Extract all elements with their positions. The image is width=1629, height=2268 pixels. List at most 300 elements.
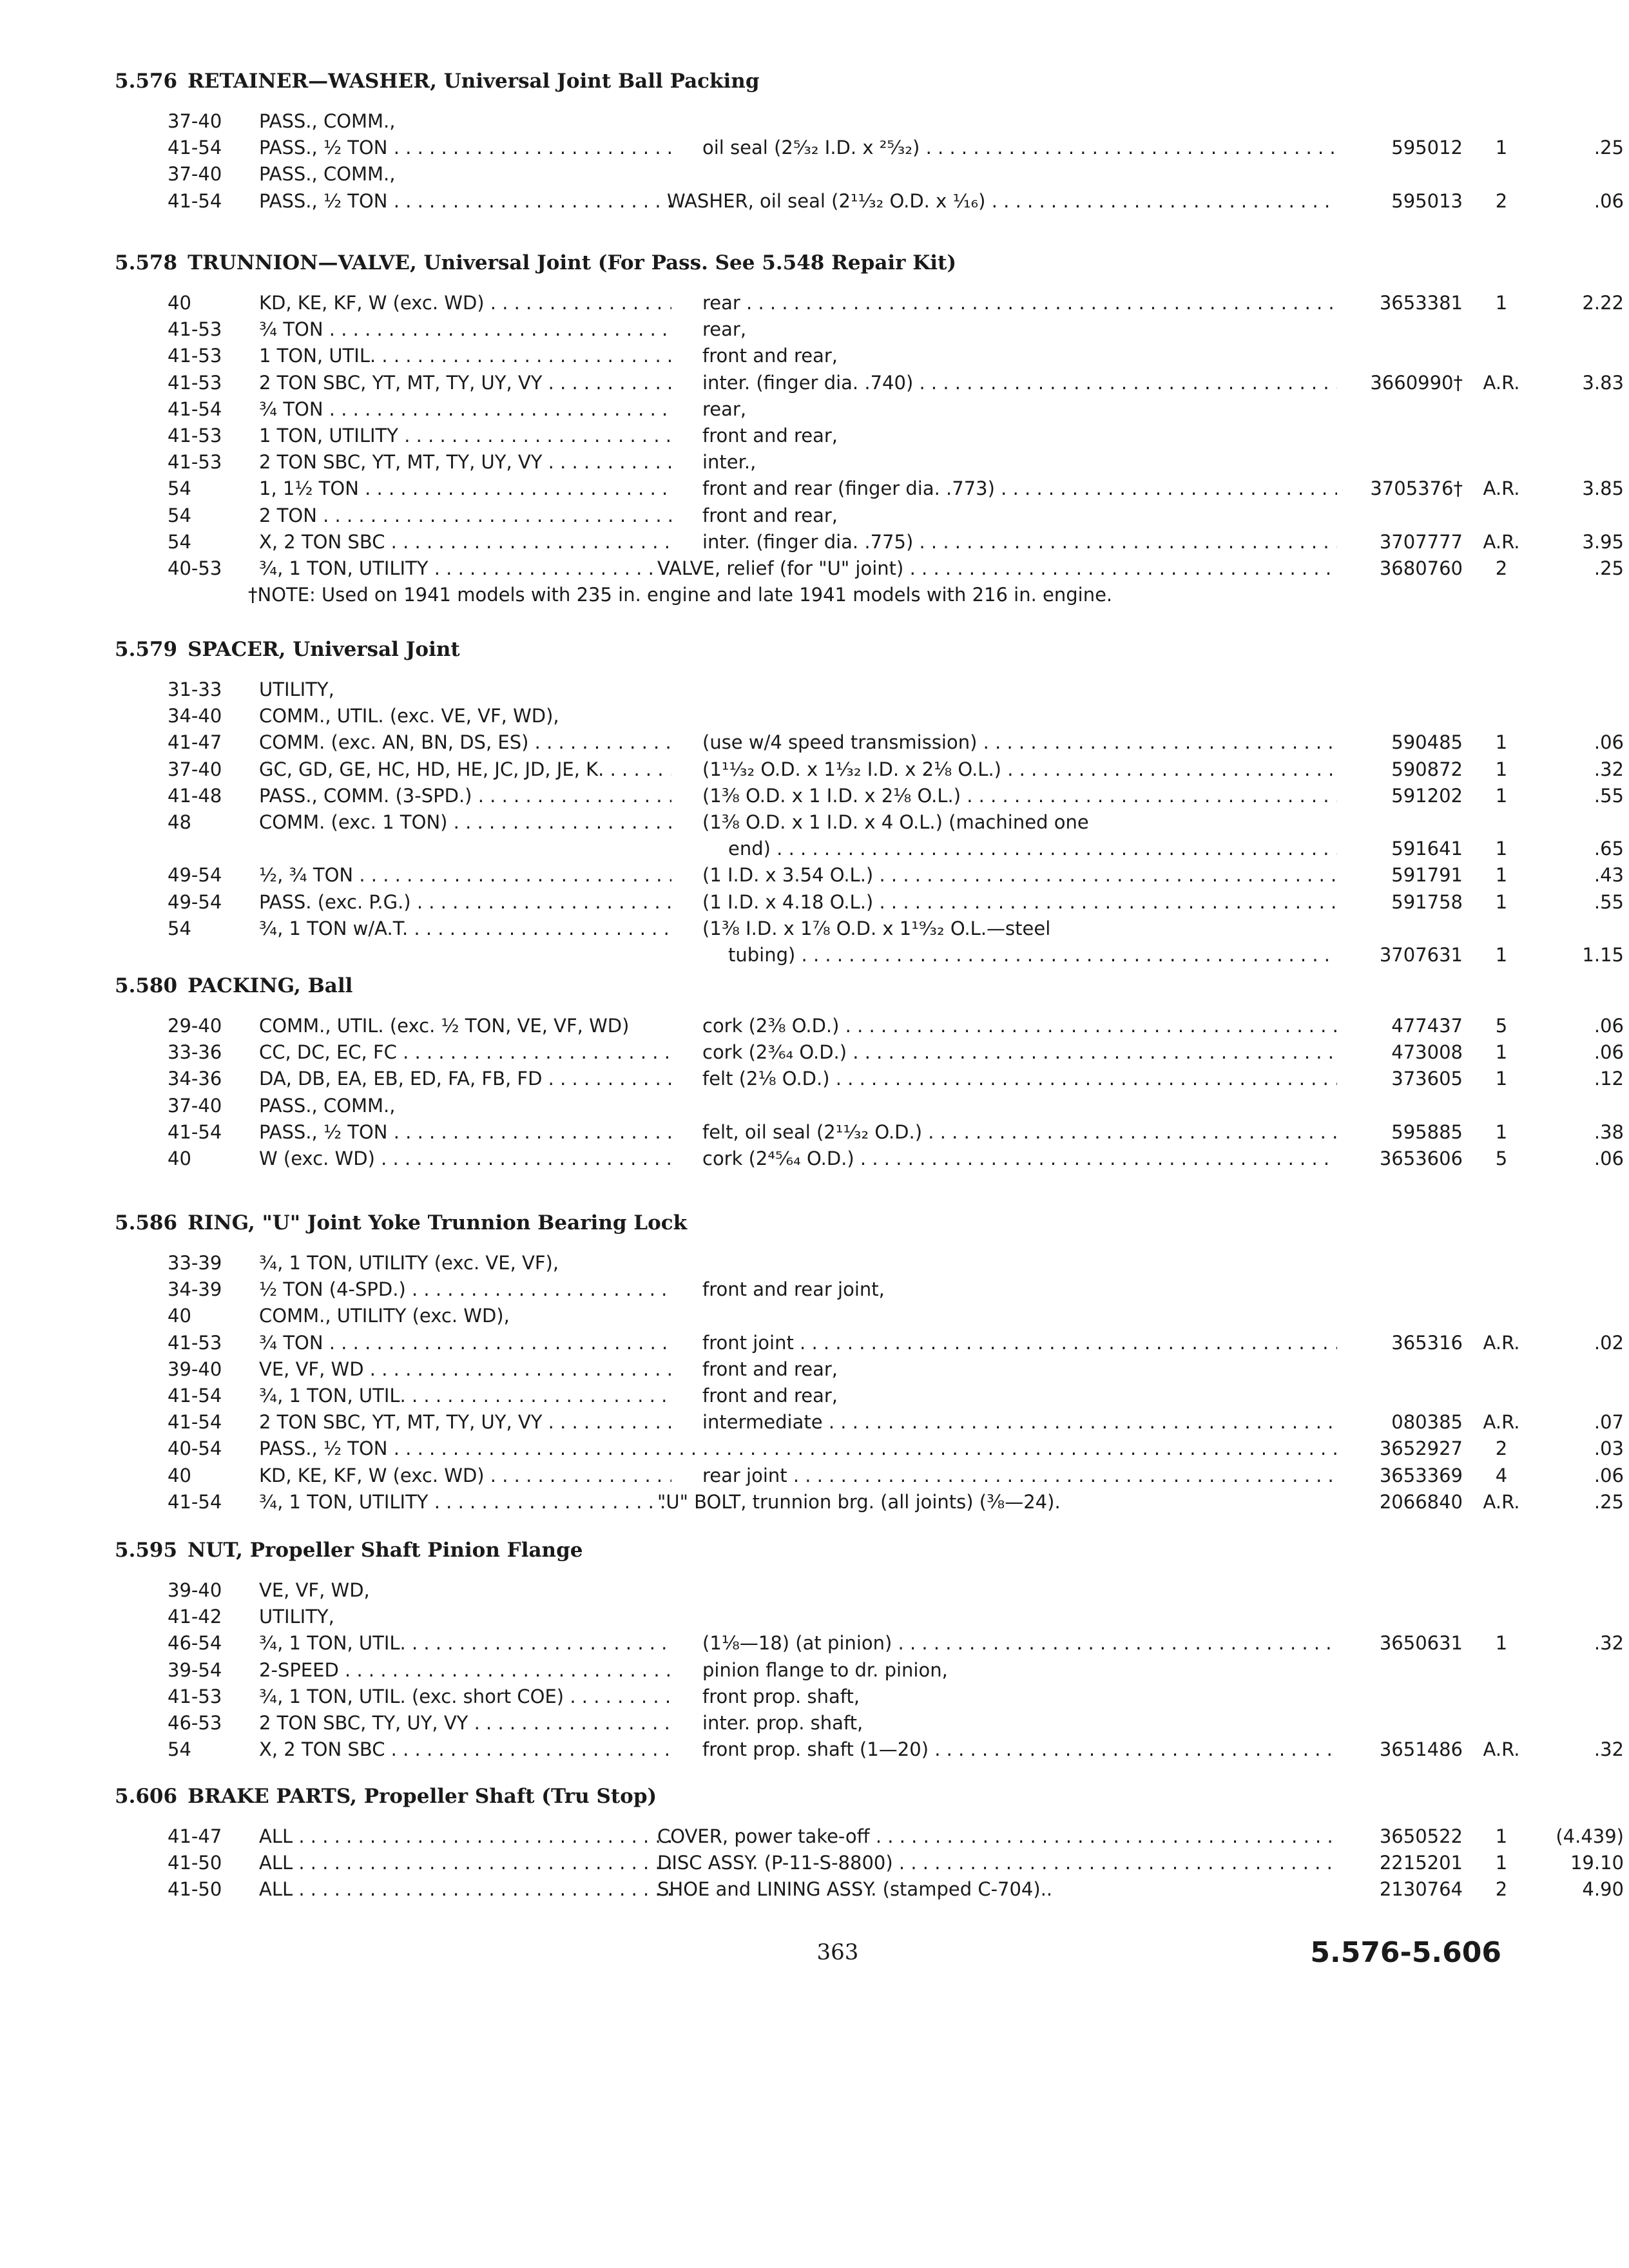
table-row bbox=[168, 862, 1624, 889]
model-year: 41-47 bbox=[168, 1825, 222, 1847]
model-application: CC, DC, EC, FC . . . bbox=[259, 1039, 671, 1066]
part-description: VALVE, relief (for "U" joint) . . . bbox=[657, 555, 1337, 582]
model-year: 41-54 bbox=[168, 1491, 222, 1513]
price: (4.439) bbox=[1556, 1825, 1624, 1847]
part-description: front and rear (finger dia. .773) . . . bbox=[702, 476, 1337, 502]
quantity: 2 bbox=[1495, 1878, 1508, 1900]
model-application: PASS., ½ TON . . . bbox=[259, 1436, 671, 1462]
model-year: 41-53 bbox=[168, 345, 222, 367]
table-row bbox=[168, 1736, 1624, 1763]
section-title: PACKING, Ball bbox=[188, 974, 353, 997]
table-row bbox=[168, 677, 1534, 703]
model-year: 37-40 bbox=[168, 110, 222, 132]
table-row bbox=[168, 476, 1624, 502]
model-year: 40 bbox=[168, 292, 191, 314]
model-application: 1, 1½ TON . . . bbox=[259, 476, 671, 502]
section-heading bbox=[115, 1785, 657, 1808]
model-year: 40 bbox=[168, 1465, 191, 1486]
model-application: 1 TON, UTIL. . . . bbox=[259, 343, 671, 369]
price: 3.95 bbox=[1582, 531, 1624, 553]
part-number: 3652927 bbox=[1379, 1437, 1463, 1459]
model-year: 40 bbox=[168, 1148, 191, 1169]
quantity: A.R. bbox=[1483, 477, 1520, 499]
model-application: ALL . . . bbox=[259, 1876, 671, 1903]
quantity: 1 bbox=[1495, 785, 1508, 807]
part-description: (1⅛—18) (at pinion) . . . bbox=[702, 1630, 1337, 1657]
quantity: 1 bbox=[1495, 1632, 1508, 1654]
part-description: rear joint . . . bbox=[702, 1463, 1337, 1489]
price: .02 bbox=[1594, 1332, 1624, 1354]
table-row bbox=[168, 916, 1534, 942]
model-year: 39-40 bbox=[168, 1358, 222, 1380]
section-title: TRUNNION—VALVE, Universal Joint (For Pass. See 5.548 Repair Kit) bbox=[188, 251, 957, 274]
table-row bbox=[168, 1577, 1534, 1604]
model-year: 39-40 bbox=[168, 1579, 222, 1601]
part-number: 3707631 bbox=[1379, 944, 1463, 966]
part-description: (1⅜ O.D. x 1 I.D. x 2⅛ O.L.) . . . bbox=[702, 783, 1337, 809]
model-application: ¾ TON . . . bbox=[259, 1330, 671, 1356]
model-application: ¾ TON . . . bbox=[259, 316, 671, 343]
table-row bbox=[168, 1409, 1624, 1436]
table-row bbox=[168, 161, 1534, 187]
model-application: DA, DB, EA, EB, ED, FA, FB, FD . . . bbox=[259, 1066, 671, 1092]
table-row bbox=[168, 1463, 1624, 1489]
model-application: 2 TON SBC, YT, MT, TY, UY, VY . . . bbox=[259, 370, 671, 396]
model-year: 41-53 bbox=[168, 451, 222, 473]
part-description: pinion flange to dr. pinion, bbox=[702, 1659, 948, 1681]
price: .12 bbox=[1594, 1068, 1624, 1090]
model-year: 40 bbox=[168, 1305, 191, 1327]
quantity: A.R. bbox=[1483, 372, 1520, 394]
model-year: 31-33 bbox=[168, 678, 222, 700]
quantity: 2 bbox=[1495, 557, 1508, 579]
price: 4.90 bbox=[1582, 1878, 1624, 1900]
model-year: 48 bbox=[168, 811, 191, 833]
page-number: 363 bbox=[816, 1939, 859, 1965]
part-number: 591758 bbox=[1391, 891, 1463, 913]
model-year: 54 bbox=[168, 477, 191, 499]
part-description: front and rear, bbox=[702, 505, 838, 526]
table-row bbox=[168, 1710, 1534, 1736]
table-row bbox=[168, 889, 1624, 916]
section-heading bbox=[115, 974, 352, 997]
model-application: PASS., ½ TON . . . bbox=[259, 135, 671, 161]
table-row bbox=[168, 503, 1534, 529]
model-year: 46-54 bbox=[168, 1632, 222, 1654]
part-number: 3660990† bbox=[1370, 372, 1463, 394]
part-description: (1 I.D. x 3.54 O.L.) . . . bbox=[702, 862, 1337, 889]
quantity: 1 bbox=[1495, 864, 1508, 886]
price: .43 bbox=[1594, 864, 1624, 886]
model-application: ¾, 1 TON, UTILITY . . . bbox=[259, 1489, 671, 1515]
part-number: 3705376† bbox=[1370, 477, 1463, 499]
model-year: 46-53 bbox=[168, 1712, 222, 1734]
table-row bbox=[168, 703, 1534, 729]
model-application: COMM., UTIL. (exc. ½ TON, VE, VF, WD) bbox=[259, 1015, 630, 1037]
section-heading bbox=[115, 70, 760, 93]
part-description: front and rear, bbox=[702, 1385, 838, 1407]
table-row bbox=[168, 396, 1534, 423]
quantity: 1 bbox=[1495, 292, 1508, 314]
model-year: 54 bbox=[168, 918, 191, 939]
part-number: 590485 bbox=[1391, 731, 1463, 753]
table-row bbox=[168, 1039, 1624, 1066]
quantity: 1 bbox=[1495, 137, 1508, 159]
model-application: ¾, 1 TON, UTILITY . . . bbox=[259, 555, 671, 582]
model-application: ¾, 1 TON w/A.T. . . . bbox=[259, 916, 671, 942]
part-description: "U" BOLT, trunnion brg. (all joints) (⅜—24). bbox=[657, 1491, 1061, 1513]
quantity: 2 bbox=[1495, 1437, 1508, 1459]
table-row bbox=[168, 188, 1624, 215]
model-application: UTILITY, bbox=[259, 1606, 334, 1628]
model-year: 49-54 bbox=[168, 891, 222, 913]
model-application: COMM., UTILITY (exc. WD), bbox=[259, 1305, 510, 1327]
model-application: ½ TON (4-SPD.) . . . bbox=[259, 1276, 671, 1303]
section-number: 5.579 bbox=[115, 638, 178, 661]
part-number: 595012 bbox=[1391, 137, 1463, 159]
section-range: 5.576-5.606 bbox=[1310, 1936, 1501, 1969]
part-description: inter. prop. shaft, bbox=[702, 1712, 863, 1734]
model-year: 33-39 bbox=[168, 1252, 222, 1274]
part-number: 473008 bbox=[1391, 1041, 1463, 1063]
model-application: PASS., COMM. (3-SPD.) . . . bbox=[259, 783, 671, 809]
part-number: 3653381 bbox=[1379, 292, 1463, 314]
quantity: A.R. bbox=[1483, 531, 1520, 553]
model-application: KD, KE, KF, W (exc. WD) . . . bbox=[259, 1463, 671, 1489]
table-row bbox=[168, 370, 1624, 396]
price: .55 bbox=[1594, 785, 1624, 807]
part-number: 3680760 bbox=[1379, 557, 1463, 579]
price: .06 bbox=[1594, 190, 1624, 212]
model-application: KD, KE, KF, W (exc. WD) . . . bbox=[259, 290, 671, 316]
model-year: 40-54 bbox=[168, 1437, 222, 1459]
part-number: 3707777 bbox=[1379, 531, 1463, 553]
model-year: 41-54 bbox=[168, 1411, 222, 1433]
quantity: A.R. bbox=[1483, 1332, 1520, 1354]
table-row bbox=[168, 1823, 1624, 1850]
model-application: 1 TON, UTILITY . . . bbox=[259, 423, 671, 449]
quantity: A.R. bbox=[1483, 1411, 1520, 1433]
table-row bbox=[168, 1657, 1534, 1684]
model-year: 34-40 bbox=[168, 705, 222, 727]
price: .06 bbox=[1594, 1148, 1624, 1169]
table-row bbox=[168, 1146, 1624, 1172]
part-description: intermediate . . . bbox=[702, 1409, 1337, 1436]
model-year: 34-39 bbox=[168, 1278, 222, 1300]
price: 3.83 bbox=[1582, 372, 1624, 394]
price: .06 bbox=[1594, 1041, 1624, 1063]
price: .65 bbox=[1594, 838, 1624, 860]
model-application: X, 2 TON SBC . . . bbox=[259, 1736, 671, 1763]
part-number: 2066840 bbox=[1379, 1491, 1463, 1513]
model-application: VE, VF, WD . . . bbox=[259, 1356, 671, 1383]
table-row bbox=[168, 729, 1624, 756]
model-year: 41-54 bbox=[168, 398, 222, 420]
table-row bbox=[168, 836, 1624, 862]
model-year: 34-36 bbox=[168, 1068, 222, 1090]
table-row bbox=[168, 756, 1624, 783]
section-heading bbox=[115, 1539, 583, 1562]
quantity: A.R. bbox=[1483, 1491, 1520, 1513]
part-description: rear, bbox=[702, 398, 747, 420]
quantity: 1 bbox=[1495, 731, 1508, 753]
part-description: front joint . . . bbox=[702, 1330, 1337, 1356]
model-year: 41-53 bbox=[168, 425, 222, 447]
section-title: RETAINER—WASHER, Universal Joint Ball Packing bbox=[188, 70, 760, 93]
model-application: ALL . . . bbox=[259, 1823, 671, 1850]
section-title: BRAKE PARTS, Propeller Shaft (Tru Stop) bbox=[188, 1785, 657, 1808]
part-number: 591791 bbox=[1391, 864, 1463, 886]
model-application: ½, ¾ TON . . . bbox=[259, 862, 671, 889]
table-row bbox=[168, 1489, 1624, 1515]
part-number: 2215201 bbox=[1379, 1852, 1463, 1874]
table-row bbox=[168, 1250, 1534, 1276]
quantity: 2 bbox=[1495, 190, 1508, 212]
quantity: 1 bbox=[1495, 838, 1508, 860]
table-row bbox=[168, 1684, 1534, 1710]
price: .06 bbox=[1594, 1015, 1624, 1037]
price: .03 bbox=[1594, 1437, 1624, 1459]
section-number: 5.595 bbox=[115, 1539, 178, 1562]
model-application: UTILITY, bbox=[259, 678, 334, 700]
model-application: 2 TON SBC, YT, MT, TY, UY, VY . . . bbox=[259, 449, 671, 476]
part-description: front and rear, bbox=[702, 1358, 838, 1380]
price: .38 bbox=[1594, 1121, 1624, 1143]
model-year: 49-54 bbox=[168, 864, 222, 886]
table-row bbox=[168, 942, 1624, 968]
part-description: (1 I.D. x 4.18 O.L.) . . . bbox=[702, 889, 1337, 916]
model-year: 41-47 bbox=[168, 731, 222, 753]
model-application: ¾, 1 TON, UTILITY (exc. VE, VF), bbox=[259, 1252, 559, 1274]
part-description: COVER, power take-off . . . bbox=[657, 1823, 1337, 1850]
model-application: 2 TON SBC, YT, MT, TY, UY, VY . . . bbox=[259, 1409, 671, 1436]
model-year: 54 bbox=[168, 1738, 191, 1760]
quantity: 1 bbox=[1495, 1121, 1508, 1143]
model-application: W (exc. WD) . . . bbox=[259, 1146, 671, 1172]
price: .25 bbox=[1594, 137, 1624, 159]
part-description: (use w/4 speed transmission) . . . bbox=[702, 729, 1337, 756]
part-number: 3653369 bbox=[1379, 1465, 1463, 1486]
part-description: end) . . . bbox=[728, 836, 1337, 862]
part-number: 3653606 bbox=[1379, 1148, 1463, 1169]
model-application: ¾ TON . . . bbox=[259, 396, 671, 423]
table-row bbox=[168, 783, 1624, 809]
table-row bbox=[168, 108, 1534, 135]
table-row bbox=[168, 1303, 1534, 1329]
part-number: 590872 bbox=[1391, 758, 1463, 780]
table-row bbox=[168, 1436, 1624, 1462]
model-application: ¾, 1 TON, UTIL. . . . bbox=[259, 1630, 671, 1657]
table-row bbox=[168, 1330, 1624, 1356]
quantity: 1 bbox=[1495, 1825, 1508, 1847]
part-description: oil seal (2⁵⁄₃₂ I.D. x ²⁵⁄₃₂) . . . bbox=[702, 135, 1337, 161]
part-description: front and rear, bbox=[702, 345, 838, 367]
part-description: front and rear, bbox=[702, 425, 838, 447]
model-year: 41-50 bbox=[168, 1878, 222, 1900]
quantity: 1 bbox=[1495, 1068, 1508, 1090]
model-year: 41-48 bbox=[168, 785, 222, 807]
model-year: 54 bbox=[168, 531, 191, 553]
model-application: PASS., COMM., bbox=[259, 1095, 396, 1117]
model-year: 37-40 bbox=[168, 163, 222, 185]
part-description: inter., bbox=[702, 451, 757, 473]
price: .06 bbox=[1594, 731, 1624, 753]
part-description: (1¹¹⁄₃₂ O.D. x 1¹⁄₃₂ I.D. x 2⅛ O.L.) . . . bbox=[702, 756, 1337, 783]
part-description: tubing) . . . bbox=[728, 942, 1337, 968]
section-title: NUT, Propeller Shaft Pinion Flange bbox=[188, 1539, 583, 1562]
part-description: inter. (finger dia. .740) . . . bbox=[702, 370, 1337, 396]
part-description: cork (2³⁄₆₄ O.D.) . . . bbox=[702, 1039, 1337, 1066]
table-row bbox=[168, 135, 1624, 161]
part-number: 080385 bbox=[1391, 1411, 1463, 1433]
table-row bbox=[168, 1604, 1534, 1630]
model-application: ¾, 1 TON, UTIL. (exc. short COE) . . . bbox=[259, 1684, 671, 1710]
model-year: 41-53 bbox=[168, 372, 222, 394]
footnote: †NOTE: Used on 1941 models with 235 in. engine and late 1941 models with 216 in. engine. bbox=[248, 584, 1113, 606]
part-description: felt, oil seal (2¹¹⁄₃₂ O.D.) . . . bbox=[702, 1119, 1337, 1146]
model-year: 33-36 bbox=[168, 1041, 222, 1063]
quantity: 1 bbox=[1495, 1041, 1508, 1063]
part-description: (1⅜ I.D. x 1⅞ O.D. x 1¹⁹⁄₃₂ O.L.—steel bbox=[702, 918, 1051, 939]
table-row bbox=[168, 1119, 1624, 1146]
model-year: 40-53 bbox=[168, 557, 222, 579]
model-application: VE, VF, WD, bbox=[259, 1579, 370, 1601]
part-description: rear . . . bbox=[702, 290, 1337, 316]
part-description: WASHER, oil seal (2¹¹⁄₃₂ O.D. x ¹⁄₁₆) . . . bbox=[667, 188, 1337, 215]
model-year: 54 bbox=[168, 505, 191, 526]
section-number: 5.586 bbox=[115, 1211, 178, 1235]
model-year: 41-53 bbox=[168, 1332, 222, 1354]
price: .06 bbox=[1594, 1465, 1624, 1486]
model-year: 41-53 bbox=[168, 1686, 222, 1707]
quantity: 4 bbox=[1495, 1465, 1508, 1486]
part-description: cork (2⁴⁵⁄₆₄ O.D.) . . . bbox=[702, 1146, 1337, 1172]
section-heading bbox=[115, 638, 460, 661]
part-number: 3650631 bbox=[1379, 1632, 1463, 1654]
model-year: 41-54 bbox=[168, 137, 222, 159]
model-application: ¾, 1 TON, UTIL. . . . bbox=[259, 1383, 671, 1409]
table-row bbox=[168, 449, 1534, 476]
table-row bbox=[168, 343, 1534, 369]
table-row bbox=[168, 809, 1534, 836]
part-number: 373605 bbox=[1391, 1068, 1463, 1090]
table-row bbox=[168, 1093, 1534, 1119]
model-year: 29-40 bbox=[168, 1015, 222, 1037]
price: .32 bbox=[1594, 1632, 1624, 1654]
part-description bbox=[667, 1436, 1337, 1462]
section-number: 5.576 bbox=[115, 70, 178, 93]
part-description: front prop. shaft, bbox=[702, 1686, 860, 1707]
part-number: 595885 bbox=[1391, 1121, 1463, 1143]
part-description: SHOE and LINING ASSY. (stamped C-704).. bbox=[657, 1878, 1053, 1900]
part-number: 477437 bbox=[1391, 1015, 1463, 1037]
table-row bbox=[168, 316, 1534, 343]
part-number: 3650522 bbox=[1379, 1825, 1463, 1847]
quantity: 1 bbox=[1495, 891, 1508, 913]
model-application: GC, GD, GE, HC, HD, HE, JC, JD, JE, K. . . . bbox=[259, 756, 671, 783]
price: .55 bbox=[1594, 891, 1624, 913]
model-application: X, 2 TON SBC . . . bbox=[259, 529, 671, 555]
part-description: felt (2⅛ O.D.) . . . bbox=[702, 1066, 1337, 1092]
table-row bbox=[168, 290, 1624, 316]
table-row bbox=[168, 1383, 1534, 1409]
table-row bbox=[168, 529, 1624, 555]
part-description: (1⅜ O.D. x 1 I.D. x 4 O.L.) (machined one bbox=[702, 811, 1089, 833]
price: .25 bbox=[1594, 557, 1624, 579]
table-row bbox=[168, 1850, 1624, 1876]
model-application: PASS. (exc. P.G.) . . . bbox=[259, 889, 671, 916]
quantity: 5 bbox=[1495, 1148, 1508, 1169]
table-row bbox=[168, 1356, 1534, 1383]
model-year: 37-40 bbox=[168, 758, 222, 780]
section-title: RING, "U" Joint Yoke Trunnion Bearing Lock bbox=[188, 1211, 688, 1235]
table-row bbox=[168, 1013, 1624, 1039]
section-number: 5.580 bbox=[115, 974, 178, 997]
price: .07 bbox=[1594, 1411, 1624, 1433]
model-year: 41-50 bbox=[168, 1852, 222, 1874]
model-year: 37-40 bbox=[168, 1095, 222, 1117]
table-row bbox=[168, 555, 1624, 582]
section-number: 5.578 bbox=[115, 251, 178, 274]
quantity: 1 bbox=[1495, 944, 1508, 966]
model-application: COMM., UTIL. (exc. VE, VF, WD), bbox=[259, 705, 559, 727]
part-number: 595013 bbox=[1391, 190, 1463, 212]
price: 2.22 bbox=[1582, 292, 1624, 314]
part-description: rear, bbox=[702, 318, 747, 340]
part-description: DISC ASSY. (P-11-S-8800) . . . bbox=[657, 1850, 1337, 1876]
model-year: 41-53 bbox=[168, 318, 222, 340]
model-application: PASS., ½ TON . . . bbox=[259, 1119, 671, 1146]
table-row bbox=[168, 1876, 1624, 1903]
model-application: 2-SPEED . . . bbox=[259, 1657, 671, 1684]
price: 1.15 bbox=[1582, 944, 1624, 966]
price: 3.85 bbox=[1582, 477, 1624, 499]
part-number: 365316 bbox=[1391, 1332, 1463, 1354]
part-number: 591641 bbox=[1391, 838, 1463, 860]
model-year: 41-54 bbox=[168, 1121, 222, 1143]
section-title: SPACER, Universal Joint bbox=[188, 638, 460, 661]
part-number: 591202 bbox=[1391, 785, 1463, 807]
quantity: 1 bbox=[1495, 758, 1508, 780]
part-description: cork (2⅜ O.D.) . . . bbox=[702, 1013, 1337, 1039]
model-application: ALL . . . bbox=[259, 1850, 671, 1876]
model-application: COMM. (exc. AN, BN, DS, ES) . . . bbox=[259, 729, 671, 756]
part-description: front prop. shaft (1—20) . . . bbox=[702, 1736, 1337, 1763]
table-row bbox=[168, 1066, 1624, 1092]
table-row bbox=[168, 1630, 1624, 1657]
quantity: A.R. bbox=[1483, 1738, 1520, 1760]
part-number: 3651486 bbox=[1379, 1738, 1463, 1760]
model-year: 41-54 bbox=[168, 1385, 222, 1407]
part-description: front and rear joint, bbox=[702, 1278, 885, 1300]
price: .32 bbox=[1594, 1738, 1624, 1760]
table-row bbox=[168, 1276, 1534, 1303]
model-application: PASS., COMM., bbox=[259, 110, 396, 132]
price: .25 bbox=[1594, 1491, 1624, 1513]
quantity: 1 bbox=[1495, 1852, 1508, 1874]
model-year: 39-54 bbox=[168, 1659, 222, 1681]
model-application: PASS., COMM., bbox=[259, 163, 396, 185]
table-row bbox=[168, 423, 1534, 449]
price: 19.10 bbox=[1570, 1852, 1624, 1874]
price: .32 bbox=[1594, 758, 1624, 780]
model-application: COMM. (exc. 1 TON) . . . bbox=[259, 809, 671, 836]
model-application: 2 TON . . . bbox=[259, 503, 671, 529]
part-number: 2130764 bbox=[1379, 1878, 1463, 1900]
model-application: PASS., ½ TON . . . bbox=[259, 188, 671, 215]
model-application: 2 TON SBC, TY, UY, VY . . . bbox=[259, 1710, 671, 1736]
part-description: inter. (finger dia. .775) . . . bbox=[702, 529, 1337, 555]
